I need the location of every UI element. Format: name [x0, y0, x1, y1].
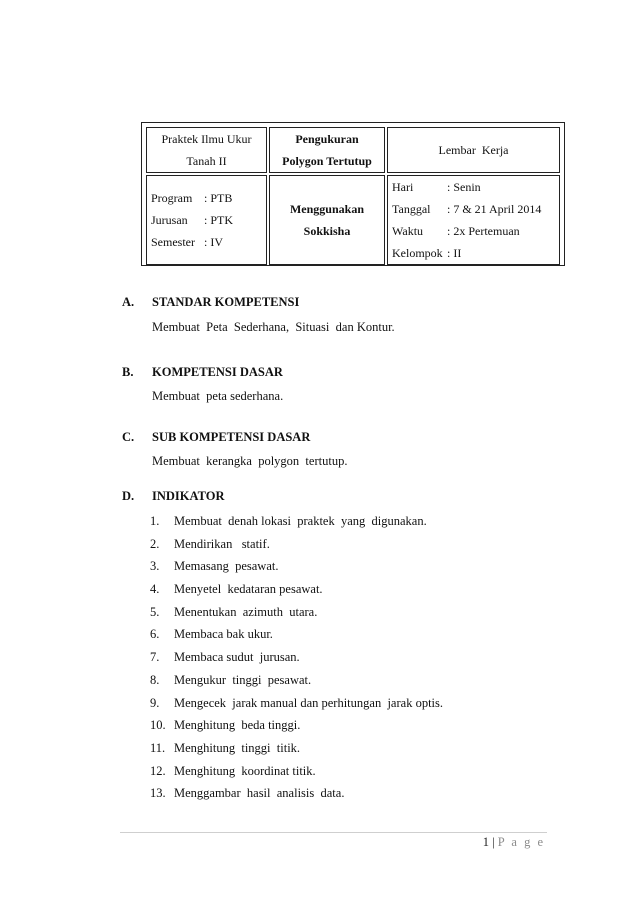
list-item-number: 12.	[150, 763, 166, 778]
list-item	[150, 692, 443, 715]
schedule-cell	[387, 175, 560, 265]
list-item-number: 8.	[150, 672, 160, 687]
list-item-text: Menghitung beda tinggi.	[174, 718, 301, 733]
program-cell	[146, 175, 267, 265]
list-item	[150, 714, 443, 737]
hari-row	[388, 176, 559, 198]
course-line-1: Praktek Ilmu Ukur	[161, 132, 252, 146]
title-bottom-line-2: Sokkisha	[303, 224, 351, 238]
title-top-line-1: Pengukuran	[295, 132, 359, 146]
list-item	[150, 669, 443, 692]
list-item	[150, 533, 443, 556]
list-item	[150, 623, 443, 646]
list-item-text: Memasang pesawat.	[174, 559, 279, 574]
section-d-title: INDIKATOR	[152, 489, 225, 503]
list-item-number: 2.	[150, 536, 160, 551]
list-item-text: Membaca bak ukur.	[174, 627, 273, 642]
section-a-letter: A.	[122, 295, 135, 309]
jurusan-label: Jurusan	[151, 213, 188, 227]
kelompok-value: : II	[447, 246, 462, 260]
course-cell	[146, 127, 267, 173]
list-item-number: 9.	[150, 695, 160, 710]
list-item-number: 11.	[150, 740, 166, 755]
title-top-line-2: Polygon Tertutup	[282, 154, 372, 168]
hari-value: : Senin	[447, 180, 481, 194]
list-item-number: 3.	[150, 559, 160, 574]
program-label: Program	[151, 191, 193, 205]
sheet-title: Lembar Kerja	[438, 143, 509, 157]
list-item-number: 4.	[150, 582, 160, 597]
waktu-value: : 2x Pertemuan	[447, 224, 520, 238]
semester-value: : IV	[204, 235, 223, 249]
list-item	[150, 510, 443, 533]
page-footer	[483, 835, 545, 850]
list-item-number: 13.	[150, 786, 166, 801]
section-b-text: Membuat peta sederhana.	[152, 389, 284, 403]
list-item-text: Mendirikan statif.	[174, 536, 270, 551]
waktu-label: Waktu	[392, 224, 424, 238]
title-bottom-line-1: Menggunakan	[289, 202, 365, 216]
hari-label: Hari	[392, 180, 414, 194]
list-item-text: Membaca sudut jurusan.	[174, 650, 300, 665]
section-a-text: Membuat Peta Sederhana, Situasi dan Kontur.	[152, 320, 395, 334]
section-a-title: STANDAR KOMPETENSI	[152, 295, 300, 309]
list-item-text: Menghitung tinggi titik.	[174, 740, 301, 755]
title-bottom-cell	[269, 175, 385, 265]
header-table	[141, 122, 565, 266]
section-c-title: SUB KOMPETENSI DASAR	[152, 430, 311, 444]
program-row	[147, 187, 266, 209]
list-item-text: Membuat denah lokasi praktek yang digunakan.	[174, 514, 427, 528]
list-item	[150, 782, 443, 805]
list-item-text: Menyetel kedataran pesawat.	[174, 582, 323, 597]
list-item-text: Mengecek jarak manual dan perhitungan jarak optis.	[174, 695, 444, 710]
list-item-number: 6.	[150, 627, 160, 642]
section-b-title: KOMPETENSI DASAR	[152, 365, 283, 379]
list-item-number: 1.	[150, 514, 160, 528]
list-item	[150, 555, 443, 578]
tanggal-label: Tanggal	[392, 202, 431, 216]
waktu-row	[388, 220, 559, 242]
course-line-2: Tanah II	[186, 154, 227, 168]
list-item	[150, 760, 443, 783]
tanggal-value: : 7 & 21 April 2014	[447, 202, 542, 216]
section-d-letter: D.	[122, 489, 135, 503]
indicator-list	[150, 510, 443, 805]
list-item	[150, 737, 443, 760]
section-b-letter: B.	[122, 365, 134, 379]
section-c-letter: C.	[122, 430, 135, 444]
list-item-number: 5.	[150, 604, 160, 619]
jurusan-row	[147, 209, 266, 231]
semester-label: Semester	[151, 235, 195, 249]
page-word: P a g e	[497, 835, 545, 849]
section-c-text: Membuat kerangka polygon tertutup.	[152, 454, 348, 468]
sheet-title-cell	[387, 127, 560, 173]
page-number: 1	[482, 835, 490, 849]
semester-row	[147, 231, 266, 253]
list-item-text: Menentukan azimuth utara.	[174, 604, 318, 619]
jurusan-value: : PTK	[204, 213, 234, 227]
list-item	[150, 601, 443, 624]
kelompok-label: Kelompok	[392, 246, 443, 260]
list-item	[150, 646, 443, 669]
footer-divider	[120, 832, 547, 833]
list-item	[150, 578, 443, 601]
title-top-cell	[269, 127, 385, 173]
tanggal-row	[388, 198, 559, 220]
list-item-text: Mengukur tinggi pesawat.	[174, 672, 312, 687]
program-value: : PTB	[204, 191, 233, 205]
list-item-number: 10.	[150, 718, 166, 733]
kelompok-row	[388, 242, 559, 264]
list-item-number: 7.	[150, 650, 160, 665]
list-item-text: Menggambar hasil analisis data.	[174, 786, 345, 801]
footer-separator: |	[489, 835, 498, 849]
list-item-text: Menghitung koordinat titik.	[174, 763, 316, 778]
